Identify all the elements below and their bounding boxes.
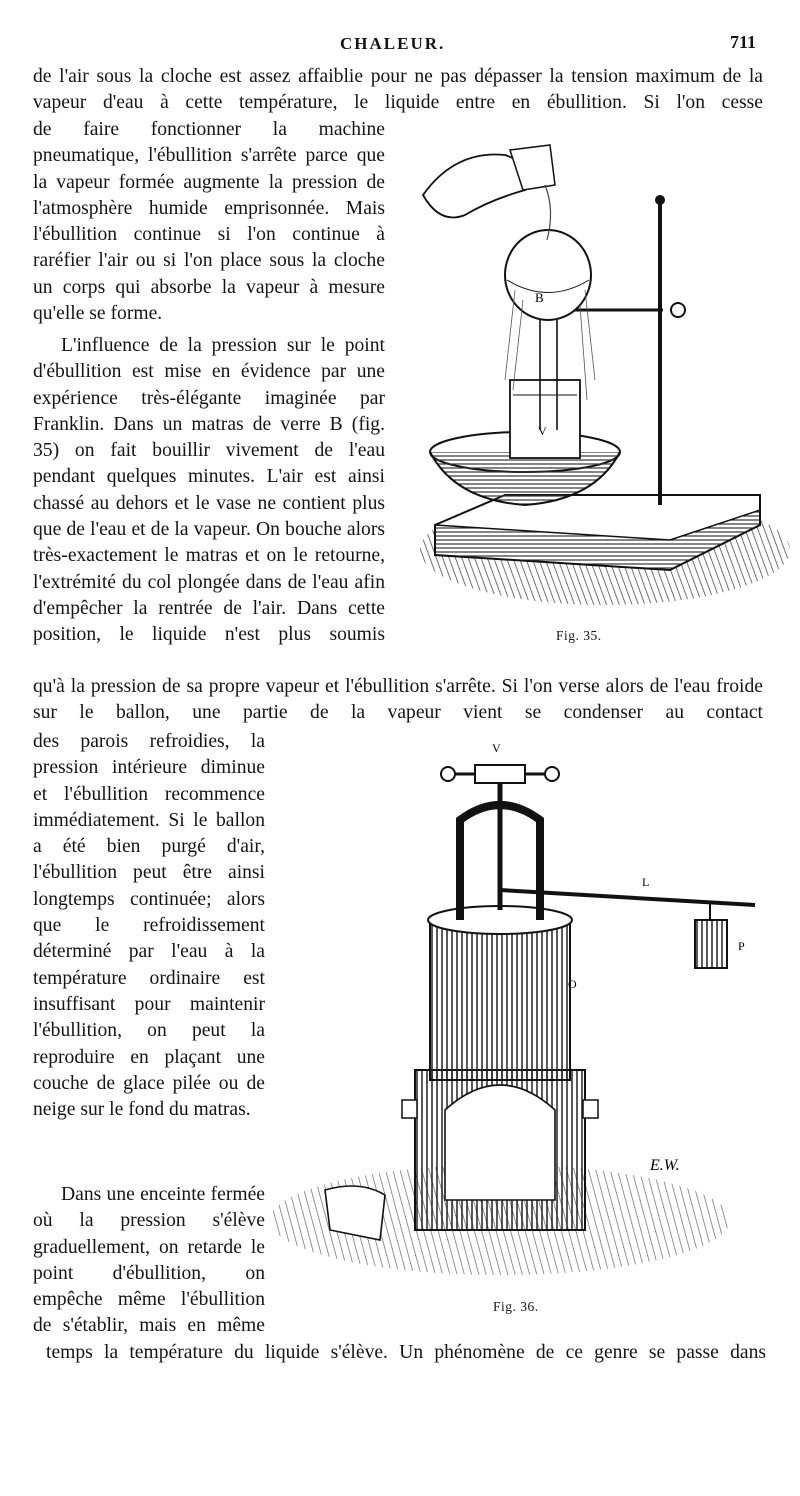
running-title: CHALEUR. [340, 34, 446, 53]
paragraph-3-full-width: temps la température du liquide s'élève. Un phénomène de ce genre se passe dans [46, 1342, 766, 1363]
paragraph-1-narrow: de faire fonctionner la machine pneumatique, l'ébullition s'arrête parce que la vapeur formée augmente la pression de l'atmosphère humide emprisonnée. Mais l'ébullition continue si l'on continue à raréfier l'air ou si l'on place sous la cloche un corps qui absorbe la vapeur à mesure qu'elle se forme. [33, 119, 385, 325]
paragraph-2-narrow: L'influence de la pression sur le point d'ébullition est mise en évidence par une expérience très-élégante imaginée par Franklin. Dans un matras de verre B (fig. 35) on fait bouillir vivement de l'eau pendant quelques minutes. L'air est ainsi chassé au dehors et le vase ne contient plus que de l'eau et de la vapeur. On bouche alors très-exactement le matras et on le retourne, l'extrémité du col plongée dans de l'eau afin d'empêcher la rentrée de l'air. Dans cette position, le liquide n'est plus soumis [33, 335, 385, 646]
figure-36-signature: E.W. [650, 1157, 680, 1174]
figure-35-illustration [395, 130, 790, 620]
page-number: 711 [730, 32, 757, 52]
paragraph-2-column: des parois refroidies, la pression intérieure diminue et l'ébullition recommence immédiatement. Si le ballon a été bien purgé d'air, l'ébullition peut être ainsi longtemps continuée; alors que le refroidissement déterminé par l'eau à la température ordinaire est insuffisant pour maintenir l'ébullition, on peut la reproduire en plaçant une couche de glace pilée ou de neige sur le fond du matras. [33, 731, 265, 1121]
figure-35-label-v: V [538, 424, 547, 438]
figure-36-caption: Fig. 36. [493, 1299, 539, 1314]
figure-36-label-p: P [738, 939, 745, 953]
paragraph-2-full-width: qu'à la pression de sa propre vapeur et l'ébullition s'arrête. Si l'on verse alors de l'eau froide sur le ballon, une partie de la vapeur vient se condenser au contact [33, 676, 763, 724]
figure-35-label-b: B [535, 290, 544, 305]
figure-36-illustration [270, 740, 780, 1300]
paragraph-3-column: Dans une enceinte fermée où la pression s'élève graduellement, on retarde le point d'ébullition, on empêche même l'ébullition de s'établir, mais en même [33, 1184, 265, 1337]
figure-35-caption: Fig. 35. [556, 628, 602, 643]
figure-36-label-v: V [492, 741, 501, 755]
figure-36-label-l: L [642, 875, 650, 889]
figure-36-label-o: O [568, 977, 577, 991]
paragraph-1-full-width: de l'air sous la cloche est assez affaiblie pour ne pas dépasser la tension maximum de la vapeur d'eau à cette température, le liquide entre en ébullition. Si l'on cesse [33, 66, 763, 114]
